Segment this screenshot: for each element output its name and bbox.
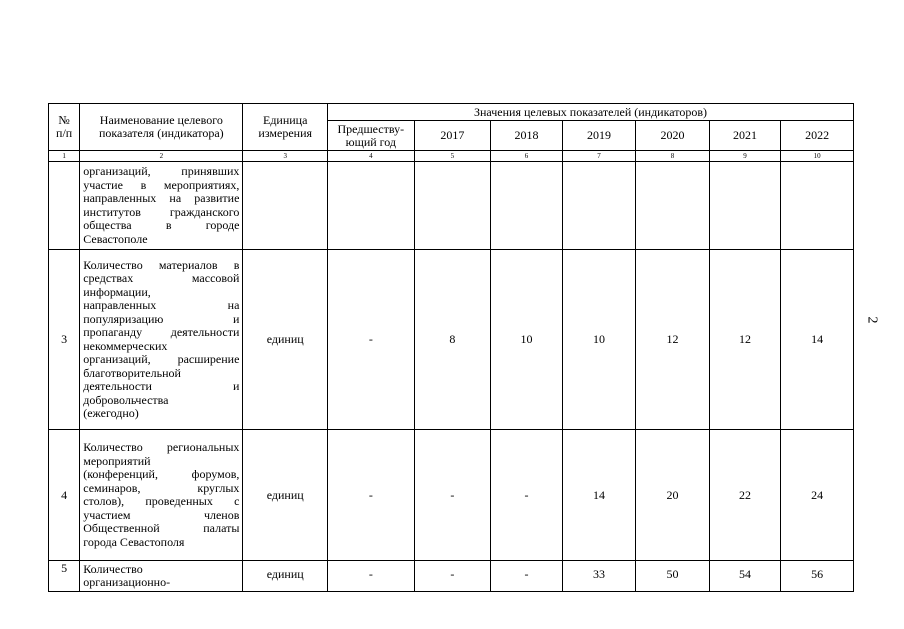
- value-cell: [328, 162, 415, 250]
- indicator-name-line: направленных на: [83, 298, 240, 312]
- header-year: 2017: [414, 121, 491, 151]
- row-number: [49, 162, 80, 250]
- table-row: [49, 430, 854, 561]
- header-values-group: Значения целевых показателей (индикаторов): [328, 104, 854, 121]
- value-cell: 54: [709, 561, 781, 592]
- indicator-name-line: Общественной палаты: [83, 521, 240, 535]
- header-year: 2022: [781, 121, 854, 151]
- value-cell: 56: [781, 561, 854, 592]
- value-cell: [636, 162, 710, 250]
- indicator-name-line: средствах массовой: [83, 271, 240, 285]
- column-number: 5: [414, 151, 491, 162]
- column-number: 1: [49, 151, 80, 162]
- value-cell: 20: [636, 430, 710, 561]
- column-number: 3: [243, 151, 328, 162]
- indicator-name-line: институтов гражданского: [83, 204, 240, 219]
- value-cell: [781, 162, 854, 250]
- table-row: [49, 162, 854, 250]
- table-row: [49, 561, 854, 592]
- unit-cell: единиц: [243, 561, 328, 592]
- indicator-name-line: направленных на развитие: [83, 191, 240, 205]
- value-cell: 33: [562, 561, 636, 592]
- header-year: 2018: [491, 121, 563, 151]
- value-cell: 24: [781, 430, 854, 561]
- value-cell: 12: [636, 250, 710, 430]
- target-indicators-table: [48, 103, 854, 592]
- indicator-name-line: организаций, расширение: [83, 352, 240, 366]
- value-cell: -: [328, 561, 415, 592]
- indicator-name-line: добровольчества: [83, 392, 169, 407]
- indicator-name-line: Количество материалов в: [83, 257, 240, 272]
- header-indicator-name: Наименование целевого показателя (индикатора): [80, 104, 243, 151]
- indicator-name-line: семинаров, круглых: [83, 480, 240, 495]
- value-cell: [414, 162, 491, 250]
- page-number: 2: [864, 316, 880, 324]
- value-cell: -: [328, 430, 415, 561]
- value-cell: 10: [491, 250, 563, 430]
- indicator-name-line: участием членов: [83, 507, 240, 522]
- value-cell: [562, 162, 636, 250]
- indicator-name-line: некоммерческих: [83, 338, 168, 353]
- indicator-name: [80, 162, 243, 250]
- row-number: 4: [49, 430, 80, 561]
- indicator-name-line: общества в городе: [83, 218, 240, 232]
- indicator-name-line: Севастополе: [83, 231, 148, 246]
- indicator-name-line: Количество: [83, 561, 143, 576]
- header-year: 2019: [562, 121, 636, 151]
- indicator-name-line: пропаганду деятельности: [83, 325, 240, 339]
- indicator-name-line: (конференций, форумов,: [83, 467, 240, 481]
- value-cell: -: [491, 430, 563, 561]
- value-cell: 10: [562, 250, 636, 430]
- indicator-name-line: организационно-: [83, 575, 171, 589]
- header-year: 2021: [709, 121, 781, 151]
- value-cell: 12: [709, 250, 781, 430]
- header-unit: Единица измерения: [243, 104, 328, 151]
- indicator-name-line: мероприятий: [83, 453, 151, 468]
- value-cell: -: [414, 430, 491, 561]
- value-cell: 8: [414, 250, 491, 430]
- row-number: 5: [49, 561, 80, 592]
- column-number: 7: [562, 151, 636, 162]
- indicator-name: [80, 430, 243, 561]
- indicator-name-line: благотворительной: [83, 365, 181, 380]
- unit-cell: единиц: [243, 430, 328, 561]
- header-number: № п/п: [49, 104, 80, 151]
- column-number: 6: [491, 151, 563, 162]
- unit-cell: [243, 162, 328, 250]
- value-cell: 50: [636, 561, 710, 592]
- indicator-name-line: Количество региональных: [83, 440, 240, 454]
- column-number: 10: [781, 151, 854, 162]
- value-cell: -: [491, 561, 563, 592]
- indicator-name-line: информации,: [83, 284, 151, 299]
- indicator-name-line: участие в мероприятиях,: [83, 177, 240, 192]
- indicator-name-line: столов), проведенных с: [83, 494, 240, 508]
- value-cell: 14: [781, 250, 854, 430]
- header-prev-year: Предшеству-ющий год: [328, 121, 415, 151]
- value-cell: [491, 162, 563, 250]
- table-body: [49, 162, 854, 592]
- header-year: 2020: [636, 121, 710, 151]
- column-number: 4: [328, 151, 415, 162]
- indicator-name: [80, 250, 243, 430]
- value-cell: [709, 162, 781, 250]
- table-row: [49, 250, 854, 430]
- value-cell: -: [414, 561, 491, 592]
- value-cell: -: [328, 250, 415, 430]
- indicator-name-line: (ежегодно): [83, 406, 139, 420]
- unit-cell: единиц: [243, 250, 328, 430]
- column-number: 9: [709, 151, 781, 162]
- value-cell: 22: [709, 430, 781, 561]
- indicator-name: [80, 561, 243, 592]
- row-number: 3: [49, 250, 80, 430]
- indicator-name-line: популяризацию и: [83, 311, 240, 326]
- column-number: 8: [636, 151, 710, 162]
- value-cell: 14: [562, 430, 636, 561]
- indicator-name-line: города Севастополя: [83, 534, 185, 549]
- column-number: 2: [80, 151, 243, 162]
- indicator-name-line: организаций, принявших: [83, 164, 240, 178]
- indicator-name-line: деятельности и: [83, 379, 240, 393]
